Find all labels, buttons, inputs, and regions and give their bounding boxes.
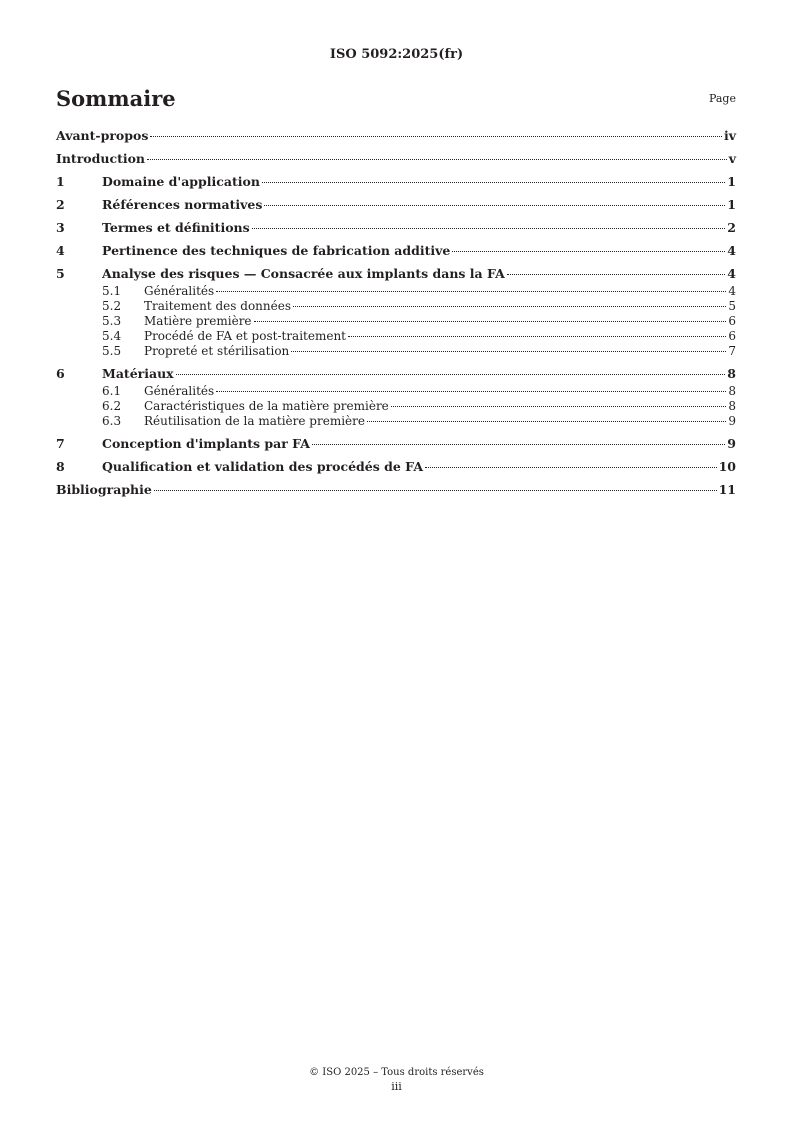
toc-entry-label: Références normatives xyxy=(102,197,263,212)
toc-leader-dots xyxy=(452,250,725,252)
page-footer xyxy=(0,1066,793,1094)
copyright-notice: © ISO 2025 – Tous droits réservés xyxy=(309,1067,484,1078)
toc-entry-5-2[interactable] xyxy=(56,299,736,314)
toc-entry-number: 6.1 xyxy=(102,384,122,398)
toc-entry-5-4[interactable] xyxy=(56,329,736,344)
toc-entry-number: 5.1 xyxy=(102,284,122,298)
toc-entry-page: 1 xyxy=(727,197,736,212)
toc-entry-7[interactable] xyxy=(56,436,736,459)
toc-leader-dots xyxy=(254,320,727,322)
toc-entry-label: Traitement des données xyxy=(144,299,291,313)
toc-leader-dots xyxy=(176,373,726,375)
toc-entry-label: Réutilisation de la matière première xyxy=(144,414,365,428)
toc-entry-label: Analyse des risques — Consacrée aux implants dans la FA xyxy=(102,266,505,281)
toc-entry-page: 4 xyxy=(727,266,736,281)
toc-entry-6-1[interactable] xyxy=(56,384,736,399)
toc-entry-6-3[interactable] xyxy=(56,414,736,429)
toc-entry-number: 1 xyxy=(56,174,65,189)
toc-entry-page: 7 xyxy=(728,344,736,358)
toc-entry-page: 11 xyxy=(718,482,736,497)
toc-entry-page: 6 xyxy=(728,329,736,343)
toc-entry-label: Caractéristiques de la matière première xyxy=(144,399,389,413)
toc-leader-dots xyxy=(147,158,727,160)
toc-entry-introduction[interactable] xyxy=(56,151,736,174)
toc-entry-2[interactable] xyxy=(56,197,736,220)
toc-entry-label: Généralités xyxy=(144,384,215,398)
toc-entry-number: 6.2 xyxy=(102,399,122,413)
toc-entry-label: Matière première xyxy=(144,314,252,328)
toc-entry-number: 5.2 xyxy=(102,299,122,313)
toc-entry-label: Propreté et stérilisation xyxy=(144,344,290,358)
toc-entry-page: 10 xyxy=(718,459,736,474)
toc-entry-number: 5 xyxy=(56,266,65,281)
toc-entry-page: 4 xyxy=(727,243,736,258)
toc-entry-page: 9 xyxy=(728,414,736,428)
toc-entry-5-1[interactable] xyxy=(56,284,736,299)
page-column-label: Page xyxy=(708,92,736,105)
toc-entry-number: 8 xyxy=(56,459,65,474)
toc-entry-bibliographie[interactable] xyxy=(56,482,736,505)
document-header: ISO 5092:2025(fr) xyxy=(329,47,464,62)
toc-entry-page: v xyxy=(728,151,736,166)
toc-entry-label: Qualification et validation des procédés de FA xyxy=(102,459,424,474)
toc-leader-dots xyxy=(367,420,726,422)
toc-entry-label: Procédé de FA et post-traitement xyxy=(144,329,347,343)
toc-entry-number: 5.5 xyxy=(102,344,122,358)
toc-entry-label: Conception d'implants par FA xyxy=(102,436,310,451)
toc-entry-5-5[interactable] xyxy=(56,344,736,359)
toc-entry-4[interactable] xyxy=(56,243,736,266)
toc-entry-6[interactable] xyxy=(56,366,736,384)
toc-entry-3[interactable] xyxy=(56,220,736,243)
toc-entry-avant-propos[interactable] xyxy=(56,128,736,151)
toc-leader-dots xyxy=(391,405,727,407)
toc-leader-dots xyxy=(216,290,726,292)
toc-entry-page: iv xyxy=(723,128,736,143)
toc-entry-number: 3 xyxy=(56,220,65,235)
toc-entry-label: Généralités xyxy=(144,284,215,298)
toc-entry-number: 2 xyxy=(56,197,65,212)
toc-entry-label: Introduction xyxy=(56,151,146,166)
toc-entry-page: 1 xyxy=(727,174,736,189)
toc-leader-dots xyxy=(291,350,726,352)
toc-entry-number: 5.4 xyxy=(102,329,122,343)
toc-entry-page: 4 xyxy=(728,284,736,298)
page-title: Sommaire xyxy=(56,86,176,111)
toc-entry-5-3[interactable] xyxy=(56,314,736,329)
toc-entry-page: 9 xyxy=(727,436,736,451)
toc-entry-5[interactable] xyxy=(56,266,736,284)
toc-entry-label: Matériaux xyxy=(102,366,174,381)
toc-entry-label: Bibliographie xyxy=(56,482,152,497)
toc-leader-dots xyxy=(425,466,717,468)
toc-entry-1[interactable] xyxy=(56,174,736,197)
toc-entry-label: Domaine d'application xyxy=(102,174,260,189)
toc-entry-page: 2 xyxy=(727,220,736,235)
toc-entry-label: Pertinence des techniques de fabrication additive xyxy=(102,243,451,258)
toc-entry-label: Avant-propos xyxy=(56,128,149,143)
toc-leader-dots xyxy=(348,335,726,337)
toc-entry-page: 5 xyxy=(728,299,736,313)
toc-leader-dots xyxy=(216,390,726,392)
toc-entry-8[interactable] xyxy=(56,459,736,482)
toc-entry-6-2[interactable] xyxy=(56,399,736,414)
toc-leader-dots xyxy=(262,181,725,183)
toc-entry-page: 8 xyxy=(728,399,736,413)
toc-leader-dots xyxy=(264,204,725,206)
toc-entry-label: Termes et définitions xyxy=(102,220,250,235)
toc-entry-page: 8 xyxy=(728,384,736,398)
toc-entry-number: 4 xyxy=(56,243,65,258)
toc-leader-dots xyxy=(150,135,722,137)
toc-leader-dots xyxy=(293,305,726,307)
toc-entry-number: 6 xyxy=(56,366,65,381)
toc-leader-dots xyxy=(312,443,725,445)
toc-entry-number: 7 xyxy=(56,436,65,451)
toc-leader-dots xyxy=(252,227,726,229)
toc-entry-page: 6 xyxy=(728,314,736,328)
toc-entry-number: 5.3 xyxy=(102,314,122,328)
toc-leader-dots xyxy=(507,273,725,275)
toc-leader-dots xyxy=(154,489,717,491)
table-of-contents xyxy=(56,128,736,505)
toc-entry-page: 8 xyxy=(727,366,736,381)
page-number: iii xyxy=(391,1080,402,1093)
toc-entry-number: 6.3 xyxy=(102,414,122,428)
